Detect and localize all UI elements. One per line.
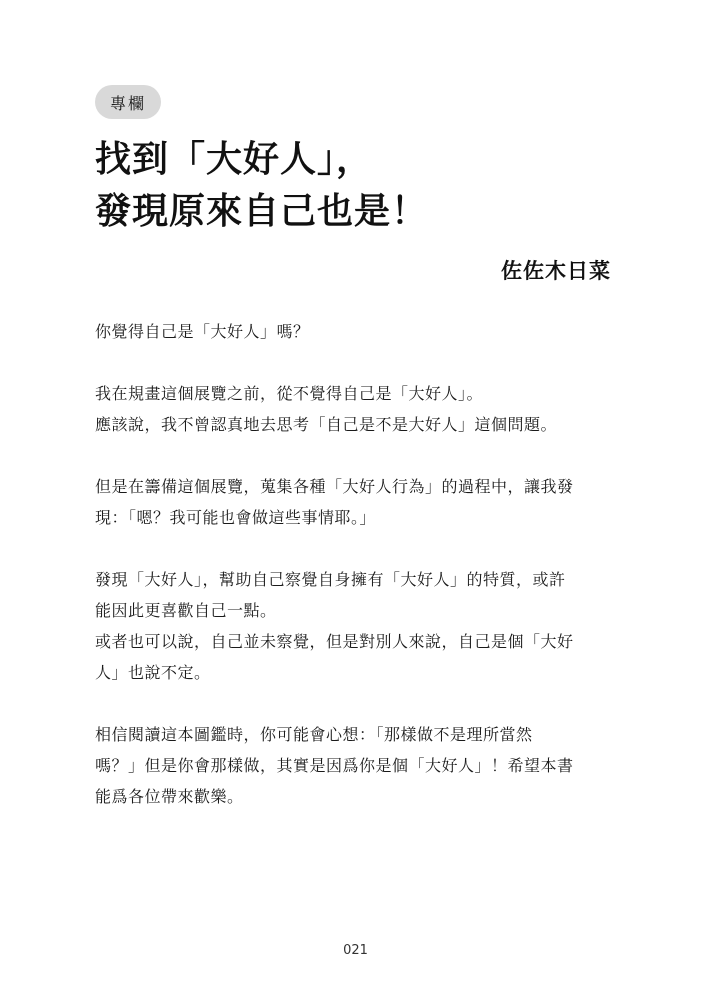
text-line: 相信閱讀這本圖鑑時，你可能會心想：「那樣做不是理所當然 [95, 725, 533, 744]
paragraph-3 [95, 471, 620, 533]
paragraph-2 [95, 378, 620, 440]
page-number: 021 [343, 943, 368, 958]
text-line: 我在規畫這個展覽之前，從不覺得自己是「大好人」。 [95, 384, 484, 403]
text-line: 嗎？」但是你會那樣做，其實是因爲你是個「大好人」！希望本書 [95, 756, 574, 775]
title-line-1: 找到「大好人」， [95, 138, 374, 180]
text-line: 現：「嗯？我可能也會做這些事情耶。」 [95, 508, 377, 527]
text-line: 能爲各位帶來歡樂。 [95, 787, 244, 806]
text-line: 發現「大好人」，幫助自己察覺自身擁有「大好人」的特質，或許 [95, 570, 566, 589]
paragraph-5 [95, 719, 620, 812]
text-line: 但是在籌備這個展覽，蒐集各種「大好人行為」的過程中，讓我發 [95, 477, 574, 496]
author-name: 佐佐木日菜 [501, 259, 611, 283]
text-line: 你覺得自己是「大好人」嗎？ [95, 322, 310, 341]
article-body [95, 316, 620, 843]
text-line: 或者也可以說，自己並未察覺，但是對別人來說，自己是個「大好 [95, 632, 574, 651]
article-title [95, 133, 428, 237]
paragraph-1 [95, 316, 620, 347]
text-line: 人」也說不定。 [95, 663, 211, 682]
title-line-2: 發現原來自己也是！ [95, 190, 429, 232]
text-line: 能因此更喜歡自己一點。 [95, 601, 277, 620]
text-line: 應該說，我不曾認真地去思考「自己是不是大好人」這個問題。 [95, 415, 558, 434]
paragraph-4 [95, 564, 620, 688]
column-badge: 專欄 [95, 85, 161, 119]
